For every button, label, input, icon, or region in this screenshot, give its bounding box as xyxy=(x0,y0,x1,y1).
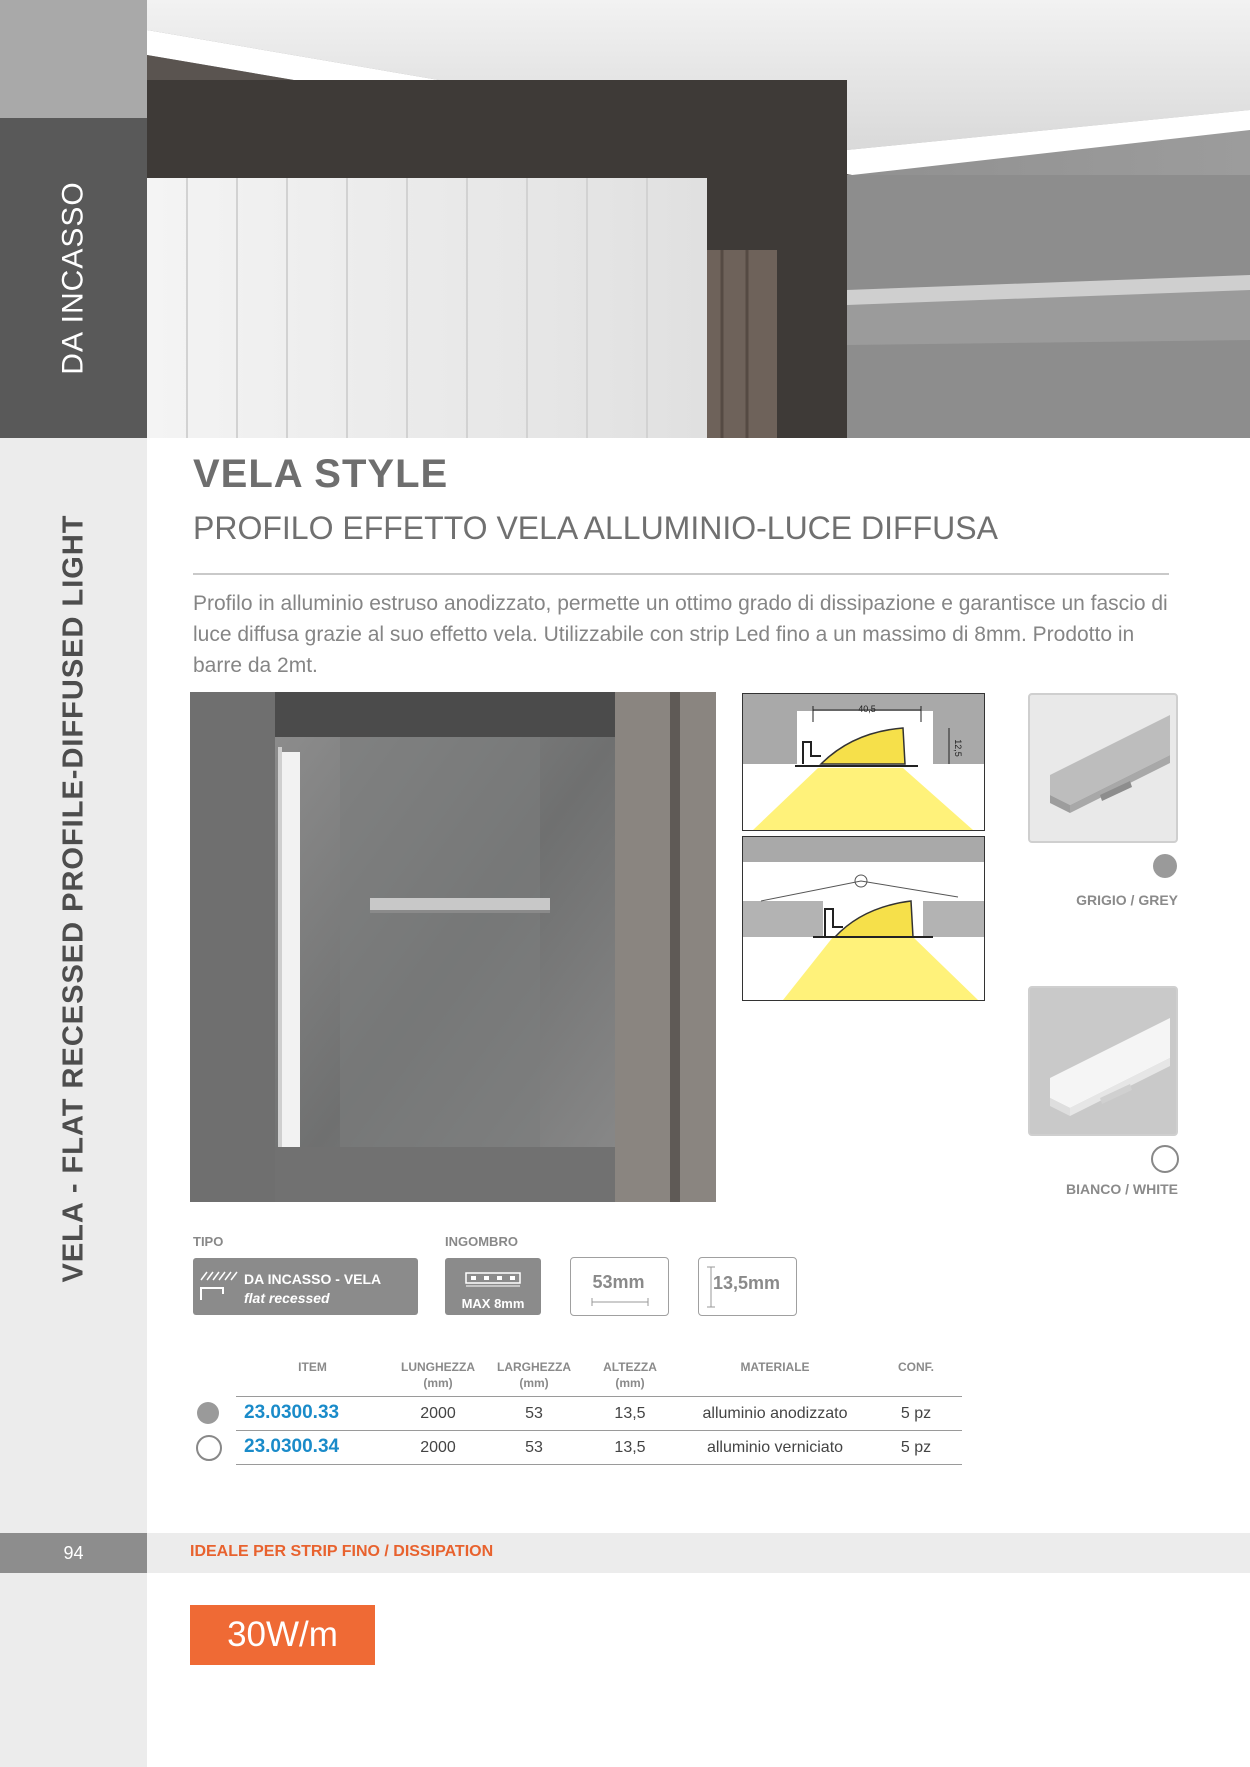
profile-white-icon xyxy=(1030,988,1176,1134)
finish-dot-grey xyxy=(1153,854,1177,878)
cell-conf: 5 pz xyxy=(900,1439,932,1456)
th-larghezza xyxy=(489,1359,579,1391)
page-number: 94 xyxy=(0,1533,147,1573)
row-finish-dot-grey xyxy=(197,1402,219,1424)
width-value: 53mm xyxy=(592,1272,645,1292)
sidebar-category xyxy=(0,118,147,438)
sidebar-top-block xyxy=(0,0,147,118)
cell-larghezza: 53 xyxy=(525,1439,543,1456)
application-illustration xyxy=(190,692,716,1202)
strip-led-icon xyxy=(465,1272,521,1288)
sidebar-side-title-label: VELA - FLAT RECESSED PROFILE-DIFFUSED LIGHT xyxy=(57,514,89,1282)
cell-lunghezza: 2000 xyxy=(420,1439,456,1456)
section-diagram-installation-drawing xyxy=(743,837,984,1000)
cell-conf: 5 pz xyxy=(900,1405,932,1422)
finish-thumb-grey xyxy=(1028,693,1178,843)
product-title: VELA STYLE xyxy=(193,452,449,496)
th-lunghezza xyxy=(393,1359,483,1391)
cell-lunghezza: 2000 xyxy=(420,1405,456,1422)
diagram-width-label: 40,5 xyxy=(858,704,876,714)
th-altezza-unit: (mm) xyxy=(615,1376,645,1390)
th-item: ITEM xyxy=(298,1360,327,1374)
feature-band-text: IDEALE PER STRIP FINO / DISSIPATION xyxy=(190,1543,494,1560)
application-photo xyxy=(190,692,716,1202)
profile-grey-icon xyxy=(1030,695,1176,841)
th-altezza xyxy=(585,1359,675,1391)
th-lunghezza-unit: (mm) xyxy=(423,1376,453,1390)
th-lunghezza-label: LUNGHEZZA xyxy=(401,1360,475,1374)
sidebar-side-title xyxy=(0,438,147,1358)
cell-altezza: 13,5 xyxy=(614,1439,646,1456)
width-dimension-icon xyxy=(591,1298,649,1306)
hero-image xyxy=(147,0,1250,438)
recessed-type-icon xyxy=(199,1270,239,1304)
cell-larghezza: 53 xyxy=(525,1405,543,1422)
table-rule-top xyxy=(236,1396,962,1397)
tipo-label: TIPO xyxy=(193,1234,224,1249)
th-materiale: MATERIALE xyxy=(740,1360,810,1374)
table-rule-middle xyxy=(236,1430,962,1431)
th-larghezza-unit: (mm) xyxy=(519,1376,549,1390)
sidebar-category-label: DA INCASSO xyxy=(56,181,90,375)
diagram-height-label: 12,5 xyxy=(953,739,963,757)
item-code: 23.0300.34 xyxy=(244,1436,340,1457)
section-diagram-recessed xyxy=(742,693,985,831)
height-value: 13,5mm xyxy=(713,1273,781,1293)
tipo-value: DA INCASSO - VELA xyxy=(244,1271,382,1287)
product-subtitle: PROFILO EFFETTO VELA ALLUMINIO-LUCE DIFFUSA xyxy=(193,510,998,546)
th-altezza-label: ALTEZZA xyxy=(603,1360,657,1374)
ingombro-label: INGOMBRO xyxy=(445,1234,518,1249)
finish-thumb-white xyxy=(1028,986,1178,1136)
cell-altezza: 13,5 xyxy=(614,1405,646,1422)
title-divider xyxy=(193,573,1169,575)
power-value: 30W/m xyxy=(227,1615,338,1654)
finish-dot-white xyxy=(1151,1145,1179,1173)
cell-materiale: alluminio anodizzato xyxy=(702,1405,848,1422)
th-larghezza-label: LARGHEZZA xyxy=(497,1360,571,1374)
cell-materiale: alluminio verniciato xyxy=(706,1439,844,1456)
tipo-subvalue: flat recessed xyxy=(244,1290,330,1306)
ingombro-value: MAX 8mm xyxy=(461,1296,525,1311)
product-description: Profilo in alluminio estruso anodizzato, permette un ottimo grado di dissipazione e garantisce un fascio di luce diffusa grazie al suo effetto vela. Utilizzabile con strip Led fino a un massimo di 8mm. Prodotto in barre da 2mt. xyxy=(193,592,1168,677)
section-diagram-installation xyxy=(742,836,985,1001)
row-finish-dot-white xyxy=(196,1435,222,1461)
th-conf: CONF. xyxy=(898,1360,934,1374)
finish-label-grey: GRIGIO / GREY xyxy=(1076,892,1178,908)
hero-illustration xyxy=(147,0,1250,438)
table-rule-bottom xyxy=(236,1464,962,1465)
section-diagram-recessed-drawing xyxy=(743,694,984,830)
item-code: 23.0300.33 xyxy=(244,1402,340,1423)
finish-label-white: BIANCO / WHITE xyxy=(1066,1181,1178,1197)
